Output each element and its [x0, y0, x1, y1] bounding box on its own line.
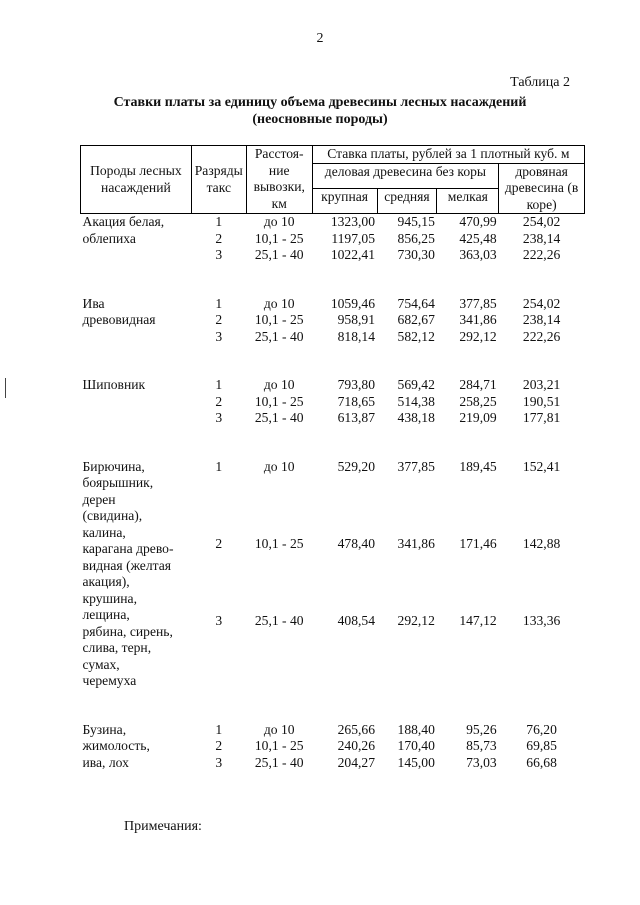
species-line: дерен	[82, 491, 116, 507]
medium-cell: 377,85	[397, 458, 435, 474]
medium-cell: 945,15	[397, 214, 435, 229]
distance-cell: 10,1 - 25	[254, 738, 304, 753]
header-large: крупная	[312, 188, 377, 213]
large-cell: 613,87	[337, 410, 376, 425]
species-line: Шиповник	[82, 377, 146, 392]
species-line: Акация белая,	[82, 214, 165, 229]
species-cell	[81, 296, 192, 346]
distance-cell: 10,1 - 25	[254, 393, 304, 409]
medium-cell: 514,38	[397, 393, 435, 409]
table-row	[81, 722, 585, 739]
title-line-2: (неосновные породы)	[252, 112, 388, 127]
header-medium: средняя	[377, 188, 437, 213]
grade-cell: 3	[215, 328, 223, 344]
grade-cell: 2	[215, 393, 223, 409]
grade-cell: 1	[215, 458, 223, 474]
header-distance: Расстоя- ние вывозки, км	[246, 146, 312, 214]
species-cell	[81, 214, 192, 264]
distance-cell: 25,1 - 40	[254, 754, 304, 770]
table-row	[81, 459, 585, 536]
firewood-cell: 238,14	[522, 230, 561, 246]
medium-cell: 730,30	[397, 247, 435, 262]
group-spacer	[81, 690, 585, 722]
species-line: лещина,	[82, 607, 130, 622]
species-line: видная (желтая	[82, 557, 172, 573]
large-cell: 478,40	[337, 535, 376, 551]
grade-cell: 2	[215, 535, 223, 551]
grade-cell: 3	[215, 754, 223, 770]
large-cell: 793,80	[337, 377, 376, 392]
grade-cell: 2	[215, 230, 223, 246]
small-cell: 95,26	[466, 721, 497, 737]
medium-cell: 170,40	[397, 738, 435, 753]
grade-cell: 1	[215, 295, 223, 311]
firewood-cell: 254,02	[522, 295, 561, 311]
table-row	[81, 296, 585, 313]
firewood-cell: 69,85	[526, 738, 557, 753]
species-line: древовидная	[82, 312, 156, 327]
firewood-cell: 190,51	[522, 393, 561, 409]
grade-cell: 1	[215, 377, 223, 392]
notes-label: Примечания:	[124, 819, 202, 834]
species-line: слива, терн,	[82, 640, 152, 655]
large-cell: 958,91	[337, 312, 376, 327]
species-line: облепиха	[82, 230, 136, 246]
rates-body	[81, 214, 585, 772]
distance-cell: до 10	[263, 214, 295, 229]
firewood-cell: 254,02	[522, 214, 561, 229]
group-spacer	[81, 345, 585, 377]
grade-cell: 1	[215, 214, 223, 229]
small-cell: 284,71	[459, 377, 497, 392]
small-cell: 258,25	[459, 393, 497, 409]
distance-cell: 10,1 - 25	[254, 535, 304, 551]
species-line: Бирючина,	[82, 458, 145, 474]
grade-cell: 1	[215, 721, 223, 737]
page-title	[0, 94, 640, 128]
large-cell: 240,26	[337, 738, 376, 753]
firewood-cell: 203,21	[522, 377, 561, 392]
medium-cell: 145,00	[397, 754, 435, 770]
species-line: калина,	[82, 524, 126, 540]
species-line: Бузина,	[82, 721, 127, 737]
distance-cell: 25,1 - 40	[254, 410, 304, 425]
distance-cell: 25,1 - 40	[254, 612, 304, 628]
species-line: сумах,	[82, 656, 120, 672]
distance-cell: 10,1 - 25	[254, 312, 304, 327]
rates-table	[80, 145, 585, 771]
medium-cell: 754,64	[397, 295, 435, 311]
species-line: рябина, сирень,	[82, 623, 173, 639]
distance-cell: до 10	[263, 458, 295, 474]
large-cell: 1059,46	[330, 295, 376, 311]
medium-cell: 438,18	[397, 410, 435, 425]
species-line: Ива	[82, 295, 105, 311]
small-cell: 363,03	[459, 247, 497, 262]
small-cell: 219,09	[459, 410, 497, 425]
species-line: (свидина),	[82, 508, 143, 523]
large-cell: 408,54	[337, 612, 376, 628]
medium-cell: 582,12	[397, 328, 435, 344]
firewood-cell: 152,41	[522, 458, 561, 474]
distance-cell: 25,1 - 40	[254, 328, 304, 344]
small-cell: 147,12	[459, 612, 497, 628]
header-grades: Разряды такс	[191, 146, 246, 214]
species-line: боярышник,	[82, 475, 154, 490]
large-cell: 1323,00	[330, 214, 376, 229]
group-spacer	[81, 427, 585, 459]
large-cell: 204,27	[337, 754, 376, 770]
small-cell: 85,73	[466, 738, 497, 753]
grade-cell: 3	[215, 612, 223, 628]
table-row	[81, 377, 585, 394]
title-line-1: Ставки платы за единицу объема древесины лесных насаждений	[113, 95, 527, 110]
firewood-cell: 222,26	[522, 247, 561, 262]
scan-edge-mark	[5, 378, 6, 398]
species-line: жимолость,	[82, 738, 150, 753]
medium-cell: 188,40	[397, 721, 435, 737]
medium-cell: 856,25	[397, 230, 435, 246]
species-cell	[81, 722, 192, 772]
grade-cell: 2	[215, 312, 223, 327]
species-cell	[81, 377, 192, 427]
grade-cell: 3	[215, 247, 223, 262]
grade-cell: 2	[215, 738, 223, 753]
species-line: акация),	[82, 574, 130, 589]
medium-cell: 292,12	[397, 612, 435, 628]
medium-cell: 682,67	[397, 312, 435, 327]
species-cell	[81, 459, 192, 690]
large-cell: 1022,41	[330, 247, 376, 262]
species-line: черемуха	[82, 673, 137, 688]
header-species: Породы лесных насаждений	[81, 146, 192, 214]
species-line: крушина,	[82, 590, 137, 606]
species-line: карагана древо-	[82, 541, 174, 556]
firewood-cell: 133,36	[522, 612, 561, 628]
large-cell: 718,65	[337, 393, 376, 409]
table-label: Таблица 2	[510, 75, 570, 90]
species-line: ива, лох	[82, 754, 129, 770]
header-rate-group: Ставка платы, рублей за 1 плотный куб. м	[312, 146, 584, 164]
distance-cell: 10,1 - 25	[254, 230, 304, 246]
large-cell: 529,20	[337, 458, 376, 474]
medium-cell: 569,42	[397, 377, 435, 392]
small-cell: 189,45	[459, 458, 497, 474]
firewood-cell: 66,68	[526, 754, 557, 770]
small-cell: 73,03	[466, 754, 497, 770]
table-row	[81, 214, 585, 231]
large-cell: 265,66	[337, 721, 376, 737]
small-cell: 292,12	[459, 328, 497, 344]
group-spacer	[81, 264, 585, 296]
small-cell: 377,85	[459, 295, 497, 311]
large-cell: 818,14	[337, 328, 376, 344]
distance-cell: до 10	[263, 721, 295, 737]
header-business-wood: деловая древесина без коры	[312, 163, 499, 188]
large-cell: 1197,05	[331, 230, 376, 246]
medium-cell: 341,86	[397, 535, 435, 551]
page-number: 2	[316, 31, 324, 46]
small-cell: 470,99	[459, 214, 497, 229]
firewood-cell: 238,14	[522, 312, 561, 327]
firewood-cell: 142,88	[522, 535, 561, 551]
small-cell: 425,48	[459, 230, 497, 246]
firewood-cell: 76,20	[526, 721, 557, 737]
distance-cell: до 10	[263, 377, 295, 392]
grade-cell: 3	[215, 410, 223, 425]
small-cell: 341,86	[459, 312, 497, 327]
header-small: мелкая	[437, 188, 499, 213]
distance-cell: до 10	[263, 295, 295, 311]
firewood-cell: 222,26	[522, 328, 561, 344]
firewood-cell: 177,81	[522, 410, 561, 425]
small-cell: 171,46	[459, 535, 497, 551]
distance-cell: 25,1 - 40	[254, 247, 304, 262]
header-firewood: дровяная древесина (в коре)	[499, 163, 585, 214]
